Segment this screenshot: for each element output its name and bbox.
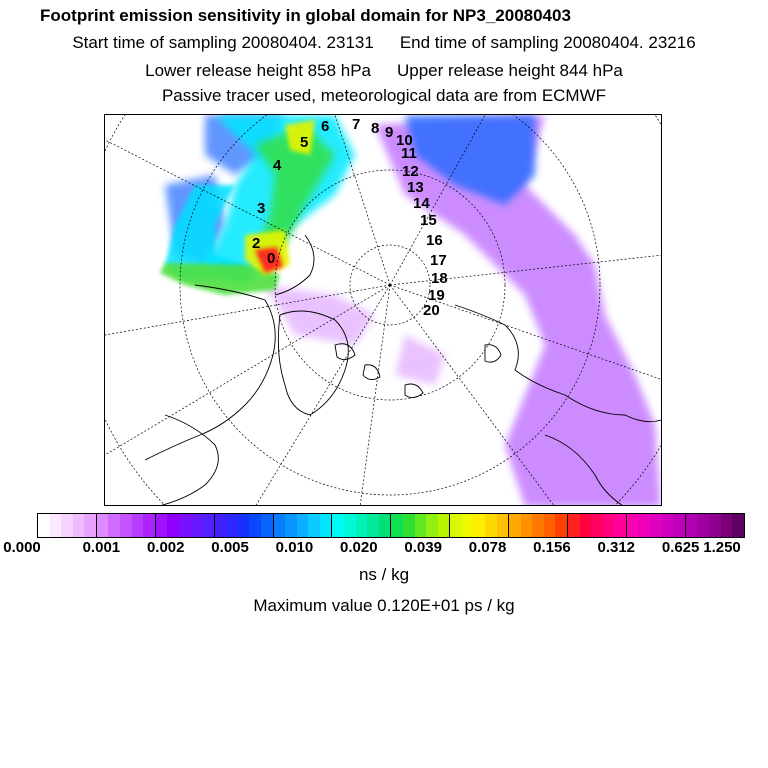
colorbar-swatch xyxy=(415,514,427,537)
colorbar-tick-label: 0.000 xyxy=(3,539,41,556)
colorbar-swatch xyxy=(450,514,462,537)
colorbar-swatch xyxy=(497,514,510,537)
trajectory-label: 15 xyxy=(420,212,437,229)
colorbar-swatch xyxy=(285,514,297,537)
colorbar-swatch xyxy=(73,514,85,537)
colorbar-swatch xyxy=(627,514,639,537)
colorbar-swatch xyxy=(544,514,556,537)
colorbar-swatch xyxy=(591,514,603,537)
colorbar-swatch xyxy=(215,514,227,537)
svalbard xyxy=(485,345,501,362)
colorbar-swatch xyxy=(308,514,320,537)
trajectory-label: 8 xyxy=(371,120,380,137)
colorbar-swatch xyxy=(297,514,309,537)
colorbar-tick-label: 0.312 xyxy=(597,539,636,556)
colorbar-tick-label: 1.250 xyxy=(703,539,741,556)
trajectory-label: 16 xyxy=(426,232,443,249)
trajectory-label: 17 xyxy=(430,252,447,269)
max-value-label: Maximum value 0.120E+01 ps / kg xyxy=(253,596,515,615)
trajectory-label: 14 xyxy=(413,195,430,212)
colorbar-swatch xyxy=(521,514,533,537)
colorbar-tick-label: 0.010 xyxy=(275,539,314,556)
colorbar-swatch xyxy=(403,514,415,537)
trajectory-label: 4 xyxy=(273,157,282,174)
hudson-coast xyxy=(155,415,218,506)
colorbar-swatch xyxy=(462,514,474,537)
map-panel xyxy=(104,114,662,506)
colorbar-swatch xyxy=(485,514,497,537)
colorbar-swatch xyxy=(132,514,144,537)
colorbar-swatch xyxy=(426,514,438,537)
colorbar-swatch xyxy=(367,514,379,537)
trajectory-label: 3 xyxy=(257,200,266,217)
colorbar-swatch xyxy=(249,514,261,537)
release-heights xyxy=(0,61,768,81)
lower-release-text: Lower release height 858 hPa xyxy=(145,61,371,80)
colorbar-swatch xyxy=(120,514,132,537)
colorbar-swatch xyxy=(709,514,721,537)
colorbar-swatch xyxy=(261,514,274,537)
colorbar-swatch xyxy=(143,514,156,537)
colorbar-swatch xyxy=(732,514,744,537)
colorbar-tick-label: 0.001 xyxy=(82,539,121,556)
end-sampling-text: End time of sampling 20080404. 23216 xyxy=(399,33,696,52)
colorbar-swatch xyxy=(191,514,203,537)
colorbar-swatch xyxy=(226,514,238,537)
colorbar-swatch xyxy=(156,514,168,537)
colorbar-tick-label: 0.156 xyxy=(533,539,571,556)
colorbar-swatch xyxy=(344,514,356,537)
trajectory-label: 0 xyxy=(267,250,276,267)
canada-arctic-coast xyxy=(145,285,275,460)
colorbar-swatch xyxy=(438,514,451,537)
colorbar-swatch xyxy=(320,514,333,537)
colorbar-swatch xyxy=(202,514,215,537)
colorbar-tick-label: 0.020 xyxy=(340,539,378,556)
colorbar-swatch xyxy=(614,514,627,537)
colorbar-tick-label: 0.039 xyxy=(404,539,442,556)
trajectory-label: 12 xyxy=(402,163,419,180)
colorbar-swatch xyxy=(638,514,650,537)
colorbar-swatch xyxy=(61,514,73,537)
colorbar-swatch xyxy=(509,514,521,537)
trajectory-label: 19 xyxy=(428,287,445,304)
trajectory-label: 6 xyxy=(321,118,330,135)
colorbar-tick-label: 0.002 xyxy=(146,539,185,556)
colorbar-swatch xyxy=(50,514,62,537)
colorbar-tick-label: 0.625 xyxy=(661,539,700,556)
trajectory-label: 18 xyxy=(431,270,448,287)
colorbar-swatch xyxy=(650,514,662,537)
upper-release-text: Upper release height 844 hPa xyxy=(397,61,623,80)
colorbar-swatch xyxy=(38,514,50,537)
trajectory-label: 20 xyxy=(423,302,440,319)
trajectory-label: 13 xyxy=(407,179,424,196)
colorbar-swatch xyxy=(108,514,120,537)
trajectory-label: 11 xyxy=(401,145,417,162)
colorbar-swatch xyxy=(697,514,709,537)
meridian xyxy=(105,285,390,455)
colorbar-swatch xyxy=(603,514,615,537)
colorbar-swatch xyxy=(473,514,485,537)
colorbar-swatch xyxy=(332,514,344,537)
colorbar-swatch xyxy=(673,514,686,537)
colorbar-swatch xyxy=(532,514,544,537)
colorbar-swatch xyxy=(721,514,733,537)
colorbar-swatch xyxy=(238,514,250,537)
colorbar-swatch xyxy=(555,514,568,537)
colorbar-swatch xyxy=(274,514,286,537)
polar-map xyxy=(105,115,662,506)
trajectory-label: 5 xyxy=(300,134,309,151)
colorbar-swatch xyxy=(356,514,368,537)
colorbar-swatch xyxy=(84,514,97,537)
colorbar-swatch xyxy=(179,514,191,537)
units-label: ns / kg xyxy=(358,565,410,584)
colorbar-tick-label: 0.005 xyxy=(211,539,249,556)
sampling-times xyxy=(0,33,768,53)
trajectory-label: 9 xyxy=(385,124,394,141)
trajectory-label: 7 xyxy=(352,116,361,133)
colorbar xyxy=(37,513,745,538)
colorbar-swatch xyxy=(662,514,674,537)
colorbar-swatch xyxy=(167,514,179,537)
colorbar-swatch xyxy=(391,514,403,537)
trajectory-label: 2 xyxy=(252,235,261,252)
colorbar-swatch xyxy=(568,514,580,537)
colorbar-swatch xyxy=(379,514,392,537)
colorbar-swatch xyxy=(580,514,592,537)
colorbar-tick-label: 0.078 xyxy=(468,539,507,556)
trajectory-label: 10 xyxy=(396,132,413,149)
colorbar-swatch xyxy=(97,514,109,537)
colorbar-swatch xyxy=(686,514,698,537)
plot-title: Footprint emission sensitivity in global domain for NP3_20080403 xyxy=(40,6,571,25)
tracer-info: Passive tracer used, meteorological data are from ECMWF xyxy=(161,86,607,105)
light-violet-patches xyxy=(265,285,445,385)
start-sampling-text: Start time of sampling 20080404. 23131 xyxy=(72,33,374,52)
